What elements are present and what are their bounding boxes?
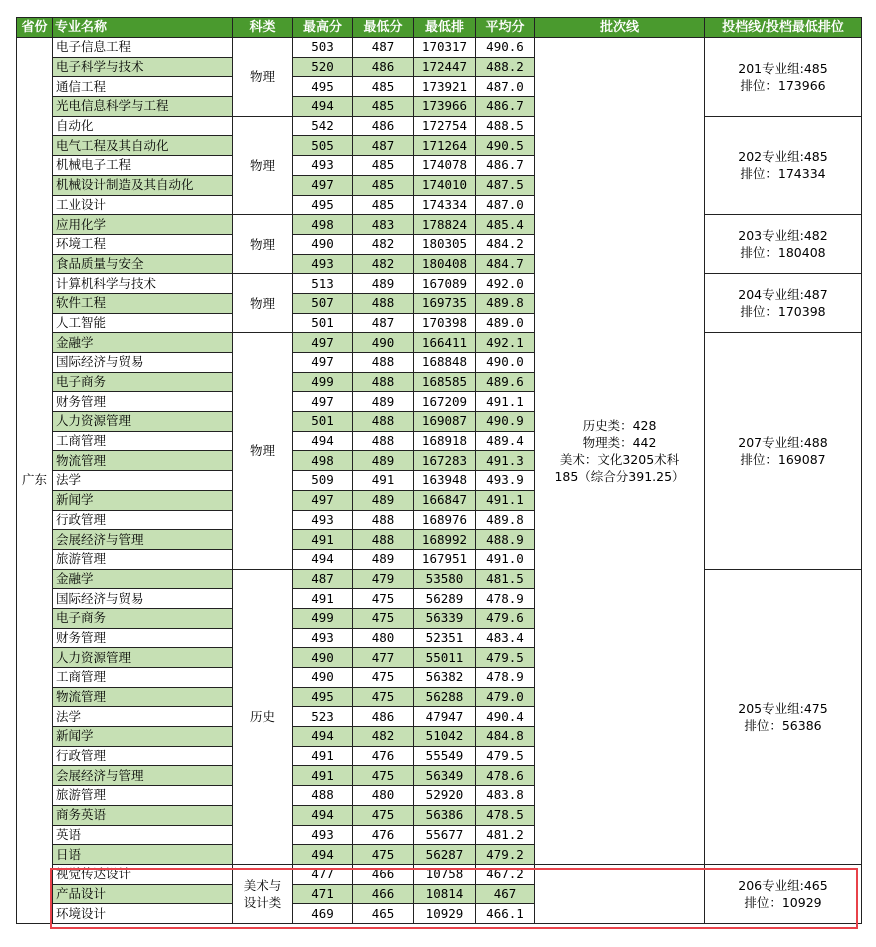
min-score: 479: [353, 569, 414, 589]
min-rank: 10758: [414, 864, 476, 884]
subject-category: 美术与设计类: [233, 864, 293, 923]
table-row: [17, 333, 862, 353]
max-score: 491: [293, 589, 353, 609]
min-score: 486: [353, 707, 414, 727]
major-name: 物流管理: [53, 687, 233, 707]
avg-score: 484.8: [476, 727, 535, 747]
max-score: 487: [293, 569, 353, 589]
min-rank: 52351: [414, 628, 476, 648]
avg-score: 481.5: [476, 569, 535, 589]
cutoff-text: 排位：173966: [740, 77, 826, 93]
major-name: 行政管理: [53, 510, 233, 530]
cutoff-cell: [705, 333, 862, 569]
major-name: 金融学: [53, 569, 233, 589]
min-rank: 55549: [414, 746, 476, 766]
min-score: 489: [353, 274, 414, 294]
min-rank: 169087: [414, 412, 476, 432]
avg-score: 490.0: [476, 353, 535, 373]
cutoff-text: 201专业组:485: [738, 60, 828, 76]
min-rank: 169735: [414, 293, 476, 313]
max-score: 507: [293, 293, 353, 313]
max-score: 490: [293, 648, 353, 668]
max-score: 469: [293, 904, 353, 924]
major-name: 商务英语: [53, 805, 233, 825]
min-score: 475: [353, 845, 414, 865]
min-rank: 10814: [414, 884, 476, 904]
avg-score: 466.1: [476, 904, 535, 924]
max-score: 491: [293, 530, 353, 550]
avg-score: 487.0: [476, 195, 535, 215]
cutoff-cell: [705, 38, 862, 117]
min-rank: 55011: [414, 648, 476, 668]
major-name: 通信工程: [53, 77, 233, 97]
cutoff-text: 排位：180408: [740, 245, 826, 261]
min-score: 488: [353, 431, 414, 451]
cutoff-cell: [705, 569, 862, 864]
max-score: 491: [293, 766, 353, 786]
avg-score: 467.2: [476, 864, 535, 884]
table-row: [17, 864, 862, 884]
avg-score: 492.0: [476, 274, 535, 294]
batch-line-cell: [535, 38, 705, 865]
max-score: 497: [293, 175, 353, 195]
avg-score: 491.3: [476, 451, 535, 471]
max-score: 493: [293, 628, 353, 648]
min-rank: 52920: [414, 786, 476, 806]
min-score: 488: [353, 412, 414, 432]
major-name: 自动化: [53, 116, 233, 136]
avg-score: 490.5: [476, 136, 535, 156]
table-row: [17, 569, 862, 589]
cutoff-text: 206专业组:465: [738, 877, 828, 893]
avg-score: 467: [476, 884, 535, 904]
min-score: 489: [353, 549, 414, 569]
avg-score: 478.6: [476, 766, 535, 786]
min-rank: 168918: [414, 431, 476, 451]
max-score: 497: [293, 490, 353, 510]
max-score: 494: [293, 845, 353, 865]
avg-score: 489.8: [476, 510, 535, 530]
avg-score: 490.9: [476, 412, 535, 432]
avg-score: 488.2: [476, 57, 535, 77]
avg-score: 479.5: [476, 746, 535, 766]
min-rank: 10929: [414, 904, 476, 924]
avg-score: 484.7: [476, 254, 535, 274]
subject-category: 物理: [233, 215, 293, 274]
max-score: 490: [293, 668, 353, 688]
major-name: 电子商务: [53, 608, 233, 628]
cutoff-text: 205专业组:475: [738, 700, 828, 716]
min-rank: 51042: [414, 727, 476, 747]
max-score: 513: [293, 274, 353, 294]
min-rank: 170317: [414, 38, 476, 58]
min-score: 482: [353, 234, 414, 254]
max-score: 498: [293, 215, 353, 235]
avg-score: 490.6: [476, 38, 535, 58]
min-score: 475: [353, 687, 414, 707]
min-rank: 167089: [414, 274, 476, 294]
avg-score: 479.5: [476, 648, 535, 668]
min-score: 475: [353, 608, 414, 628]
avg-score: 486.7: [476, 97, 535, 117]
min-rank: 166847: [414, 490, 476, 510]
major-name: 环境工程: [53, 234, 233, 254]
major-name: 食品质量与安全: [53, 254, 233, 274]
min-rank: 173921: [414, 77, 476, 97]
major-name: 法学: [53, 707, 233, 727]
avg-score: 487.5: [476, 175, 535, 195]
min-score: 466: [353, 884, 414, 904]
major-name: 电子商务: [53, 372, 233, 392]
avg-score: 491.1: [476, 392, 535, 412]
major-name: 日语: [53, 845, 233, 865]
avg-score: 483.8: [476, 786, 535, 806]
major-name: 电子科学与技术: [53, 57, 233, 77]
max-score: 505: [293, 136, 353, 156]
min-rank: 56339: [414, 608, 476, 628]
major-name: 国际经济与贸易: [53, 589, 233, 609]
min-score: 485: [353, 77, 414, 97]
min-rank: 56288: [414, 687, 476, 707]
header-subject: 科类: [233, 18, 293, 38]
min-score: 482: [353, 727, 414, 747]
min-rank: 168848: [414, 353, 476, 373]
major-name: 法学: [53, 471, 233, 491]
min-score: 477: [353, 648, 414, 668]
min-rank: 53580: [414, 569, 476, 589]
avg-score: 484.2: [476, 234, 535, 254]
avg-score: 479.0: [476, 687, 535, 707]
max-score: 494: [293, 549, 353, 569]
avg-score: 478.5: [476, 805, 535, 825]
cutoff-cell: [705, 274, 862, 333]
min-score: 488: [353, 353, 414, 373]
min-score: 485: [353, 175, 414, 195]
max-score: 495: [293, 687, 353, 707]
min-score: 465: [353, 904, 414, 924]
major-name: 计算机科学与技术: [53, 274, 233, 294]
avg-score: 492.1: [476, 333, 535, 353]
table-row: [17, 116, 862, 136]
min-score: 489: [353, 392, 414, 412]
max-score: 494: [293, 727, 353, 747]
avg-score: 493.9: [476, 471, 535, 491]
min-rank: 168976: [414, 510, 476, 530]
province-cell: 广东: [17, 38, 53, 924]
cutoff-cell: [705, 864, 862, 923]
major-name: 工业设计: [53, 195, 233, 215]
major-name: 旅游管理: [53, 549, 233, 569]
major-name: 工商管理: [53, 431, 233, 451]
min-score: 466: [353, 864, 414, 884]
min-score: 488: [353, 530, 414, 550]
min-rank: 168992: [414, 530, 476, 550]
min-score: 475: [353, 589, 414, 609]
cutoff-text: 排位：170398: [740, 304, 826, 320]
avg-score: 487.0: [476, 77, 535, 97]
header-cutoff: 投档线/投档最低排位: [705, 18, 862, 38]
batch-line-text: 物理类：442: [582, 434, 657, 450]
max-score: 493: [293, 156, 353, 176]
major-name: 英语: [53, 825, 233, 845]
min-rank: 178824: [414, 215, 476, 235]
table-row: [17, 215, 862, 235]
min-rank: 173966: [414, 97, 476, 117]
header-min-score: 最低分: [353, 18, 414, 38]
max-score: 520: [293, 57, 353, 77]
header-max-score: 最高分: [293, 18, 353, 38]
batch-line-text: 历史类：428: [582, 417, 657, 433]
min-score: 485: [353, 195, 414, 215]
max-score: 497: [293, 353, 353, 373]
min-score: 485: [353, 156, 414, 176]
major-name: 人力资源管理: [53, 648, 233, 668]
min-rank: 56289: [414, 589, 476, 609]
min-score: 489: [353, 490, 414, 510]
major-name: 物流管理: [53, 451, 233, 471]
max-score: 490: [293, 234, 353, 254]
subject-category: 物理: [233, 38, 293, 117]
max-score: 493: [293, 510, 353, 530]
min-rank: 167283: [414, 451, 476, 471]
major-name: 会展经济与管理: [53, 530, 233, 550]
max-score: 497: [293, 333, 353, 353]
max-score: 499: [293, 608, 353, 628]
major-name: 产品设计: [53, 884, 233, 904]
major-name: 旅游管理: [53, 786, 233, 806]
min-score: 488: [353, 293, 414, 313]
subject-category: 历史: [233, 569, 293, 864]
min-score: 475: [353, 805, 414, 825]
min-score: 488: [353, 372, 414, 392]
avg-score: 478.9: [476, 668, 535, 688]
min-rank: 166411: [414, 333, 476, 353]
table-row: [17, 38, 862, 58]
max-score: 523: [293, 707, 353, 727]
header-avg-score: 平均分: [476, 18, 535, 38]
major-name: 光电信息科学与工程: [53, 97, 233, 117]
min-rank: 170398: [414, 313, 476, 333]
avg-score: 479.6: [476, 608, 535, 628]
major-name: 电气工程及其自动化: [53, 136, 233, 156]
min-rank: 56287: [414, 845, 476, 865]
min-score: 475: [353, 766, 414, 786]
avg-score: 483.4: [476, 628, 535, 648]
major-name: 人力资源管理: [53, 412, 233, 432]
max-score: 491: [293, 746, 353, 766]
avg-score: 491.0: [476, 549, 535, 569]
major-name: 机械设计制造及其自动化: [53, 175, 233, 195]
avg-score: 490.4: [476, 707, 535, 727]
max-score: 471: [293, 884, 353, 904]
min-rank: 172447: [414, 57, 476, 77]
header-province: 省份: [17, 18, 53, 38]
min-rank: 174010: [414, 175, 476, 195]
cutoff-text: 202专业组:485: [738, 149, 828, 165]
min-score: 475: [353, 668, 414, 688]
cutoff-text: 排位：10929: [744, 894, 822, 910]
min-rank: 180305: [414, 234, 476, 254]
avg-score: 478.9: [476, 589, 535, 609]
max-score: 499: [293, 372, 353, 392]
major-name: 行政管理: [53, 746, 233, 766]
cutoff-text: 排位：169087: [740, 451, 826, 467]
min-score: 480: [353, 786, 414, 806]
min-score: 487: [353, 38, 414, 58]
avg-score: 486.7: [476, 156, 535, 176]
avg-score: 491.1: [476, 490, 535, 510]
avg-score: 489.6: [476, 372, 535, 392]
major-name: 人工智能: [53, 313, 233, 333]
major-name: 视觉传达设计: [53, 864, 233, 884]
header-major: 专业名称: [53, 18, 233, 38]
major-name: 软件工程: [53, 293, 233, 313]
min-rank: 167209: [414, 392, 476, 412]
major-name: 机械电子工程: [53, 156, 233, 176]
major-name: 工商管理: [53, 668, 233, 688]
min-score: 489: [353, 451, 414, 471]
min-score: 480: [353, 628, 414, 648]
major-name: 新闻学: [53, 490, 233, 510]
cutoff-text: 排位：56386: [744, 717, 822, 733]
major-name: 新闻学: [53, 727, 233, 747]
min-score: 476: [353, 825, 414, 845]
min-score: 486: [353, 116, 414, 136]
header-batch-line: 批次线: [535, 18, 705, 38]
major-name: 环境设计: [53, 904, 233, 924]
max-score: 498: [293, 451, 353, 471]
avg-score: 489.4: [476, 431, 535, 451]
max-score: 495: [293, 195, 353, 215]
avg-score: 485.4: [476, 215, 535, 235]
major-name: 国际经济与贸易: [53, 353, 233, 373]
avg-score: 479.2: [476, 845, 535, 865]
subject-category: 物理: [233, 274, 293, 333]
cutoff-text: 203专业组:482: [738, 228, 828, 244]
min-score: 476: [353, 746, 414, 766]
header-row: [17, 18, 862, 38]
avg-score: 488.9: [476, 530, 535, 550]
batch-line-text: 美术：文化3205术科: [559, 451, 680, 467]
min-rank: 55677: [414, 825, 476, 845]
min-rank: 56349: [414, 766, 476, 786]
max-score: 493: [293, 254, 353, 274]
max-score: 488: [293, 786, 353, 806]
major-name: 财务管理: [53, 628, 233, 648]
avg-score: 489.8: [476, 293, 535, 313]
min-score: 486: [353, 57, 414, 77]
max-score: 493: [293, 825, 353, 845]
avg-score: 489.0: [476, 313, 535, 333]
max-score: 495: [293, 77, 353, 97]
min-rank: 47947: [414, 707, 476, 727]
min-score: 485: [353, 97, 414, 117]
batch-line-text: 185（综合分391.25）: [554, 468, 685, 484]
avg-score: 481.2: [476, 825, 535, 845]
admission-score-table: [16, 17, 862, 924]
batch-line-empty: [535, 864, 705, 923]
min-rank: 172754: [414, 116, 476, 136]
cutoff-text: 排位：174334: [740, 166, 826, 182]
max-score: 503: [293, 38, 353, 58]
max-score: 497: [293, 392, 353, 412]
min-score: 487: [353, 313, 414, 333]
cutoff-cell: [705, 116, 862, 214]
subject-category: 物理: [233, 333, 293, 569]
min-rank: 174334: [414, 195, 476, 215]
major-name: 会展经济与管理: [53, 766, 233, 786]
min-rank: 56382: [414, 668, 476, 688]
min-rank: 168585: [414, 372, 476, 392]
min-score: 491: [353, 471, 414, 491]
min-score: 482: [353, 254, 414, 274]
max-score: 494: [293, 805, 353, 825]
major-name: 电子信息工程: [53, 38, 233, 58]
major-name: 应用化学: [53, 215, 233, 235]
major-name: 财务管理: [53, 392, 233, 412]
header-min-rank: 最低排: [414, 18, 476, 38]
min-rank: 56386: [414, 805, 476, 825]
max-score: 477: [293, 864, 353, 884]
max-score: 501: [293, 313, 353, 333]
max-score: 542: [293, 116, 353, 136]
min-score: 487: [353, 136, 414, 156]
admission-table-wrapper: [16, 17, 862, 924]
min-rank: 180408: [414, 254, 476, 274]
min-rank: 171264: [414, 136, 476, 156]
min-score: 483: [353, 215, 414, 235]
max-score: 501: [293, 412, 353, 432]
min-rank: 163948: [414, 471, 476, 491]
cutoff-cell: [705, 215, 862, 274]
min-rank: 174078: [414, 156, 476, 176]
min-score: 490: [353, 333, 414, 353]
major-name: 金融学: [53, 333, 233, 353]
max-score: 494: [293, 431, 353, 451]
table-row: [17, 274, 862, 294]
cutoff-text: 204专业组:487: [738, 287, 828, 303]
cutoff-text: 207专业组:488: [738, 434, 828, 450]
avg-score: 488.5: [476, 116, 535, 136]
max-score: 494: [293, 97, 353, 117]
subject-category: 物理: [233, 116, 293, 214]
max-score: 509: [293, 471, 353, 491]
min-score: 488: [353, 510, 414, 530]
min-rank: 167951: [414, 549, 476, 569]
